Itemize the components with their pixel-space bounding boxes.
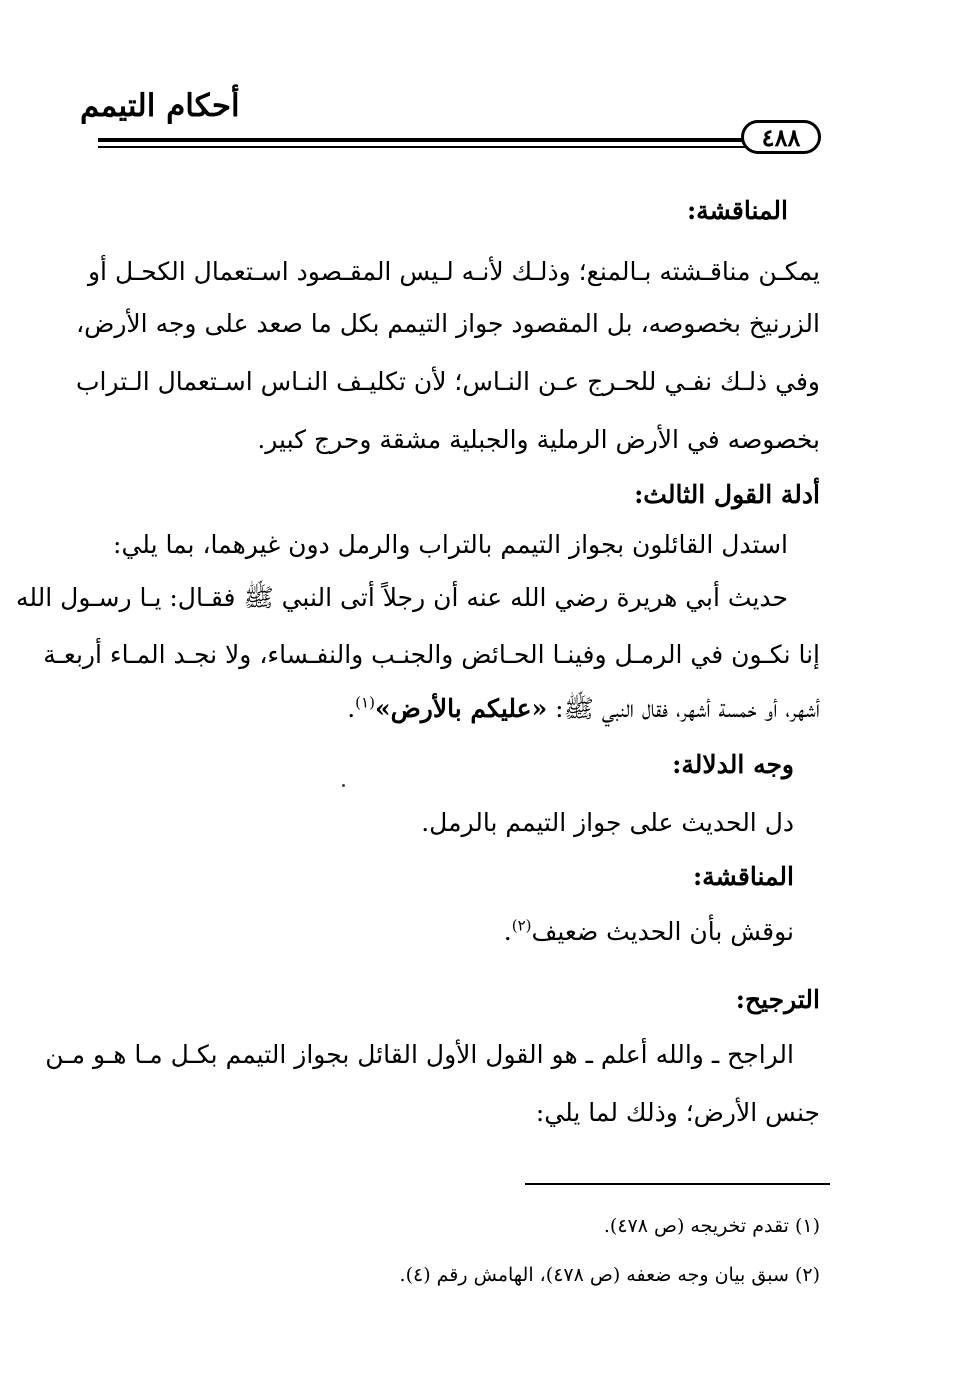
- heading-munaqasha-1: المناقشة:: [686, 196, 788, 225]
- paragraph-line: [504, 917, 794, 946]
- paragraph-line: الزرنيخ بخصوصه، بل المقصود جواز التيمم بكل ما صعد على وجه الأرض،: [76, 309, 820, 338]
- paragraph-line: استدل القائلون بجواز التيمم بالتراب والرمل دون غيرهما، بما يلي:: [113, 530, 788, 559]
- hadith-quote: «عليكم بالأرض»: [374, 694, 548, 723]
- footnote-2: [400, 1264, 820, 1286]
- paragraph-line: إنا نكـون في الرمـل وفينـا الحـائض والجنـب والنفـساء، ولا نجـد المـاء أربعـة: [43, 640, 820, 669]
- sentence-end: .: [347, 694, 356, 723]
- speck: [342, 784, 345, 787]
- footnote-text: تقدم تخريجه (ص ٤٧٨).: [603, 1215, 789, 1237]
- paragraph-line: جنس الأرض؛ وذلك لما يلي:: [535, 1098, 820, 1127]
- header-rule-thick: [98, 138, 748, 142]
- paragraph-line: بخصوصه في الأرض الرملية والجبلية مشقة وحرج كبير.: [257, 425, 820, 454]
- heading-tarjih: الترجيح:: [735, 985, 820, 1014]
- paragraph-line: الراجح ـ والله أعلم ـ هو القول الأول القائل بجواز التيمم بكـل مـا هـو مـن: [45, 1040, 794, 1069]
- heading-munaqasha-2: المناقشة:: [692, 862, 794, 891]
- sentence-end: .: [503, 917, 512, 946]
- hadith-text: أشهر، أو خمسة أشهر، فقال النبي ﷺ:: [555, 694, 820, 723]
- paragraph-line: [347, 693, 820, 730]
- paragraph-line: وفي ذلـك نفـي للحـرج عـن النـاس؛ لأن تكليـف النـاس اسـتعمال الـتراب: [75, 367, 820, 396]
- page-number-badge: [741, 120, 821, 154]
- footnote-text: سبق بيان وجه ضعفه (ص ٤٧٨)، الهامش رقم (٤).: [399, 1264, 789, 1286]
- footnote-separator: [525, 1183, 830, 1185]
- paragraph-line: حديث أبي هريرة رضي الله عنه أن رجلاً أتى النبي ﷺ فقـال: يـا رسـول الله: [15, 583, 788, 612]
- paragraph-line: دل الحديث على جواز التيمم بالرمل.: [421, 808, 794, 837]
- page-number: ٤٨٨: [761, 122, 801, 152]
- running-header-title: أحكام التيمم: [80, 88, 240, 124]
- footnote-number: (٢): [794, 1264, 820, 1286]
- heading-wajh-dalala: وجه الدلالة:: [672, 750, 794, 779]
- critique-text: نوقش بأن الحديث ضعيف: [531, 917, 794, 946]
- footnote-number: (١): [794, 1215, 820, 1237]
- footnote-ref-1[interactable]: (١): [355, 693, 375, 712]
- paragraph-line: يمكـن مناقـشته بـالمنع؛ وذلـك لأنـه لـيس المقـصود اسـتعمال الكحـل أو: [87, 257, 820, 286]
- heading-evidence-third-opinion: أدلة القول الثالث:: [634, 480, 820, 509]
- header-rule-thin: [98, 146, 748, 148]
- footnote-ref-2[interactable]: (٢): [511, 916, 532, 935]
- footnote-1: [604, 1215, 820, 1237]
